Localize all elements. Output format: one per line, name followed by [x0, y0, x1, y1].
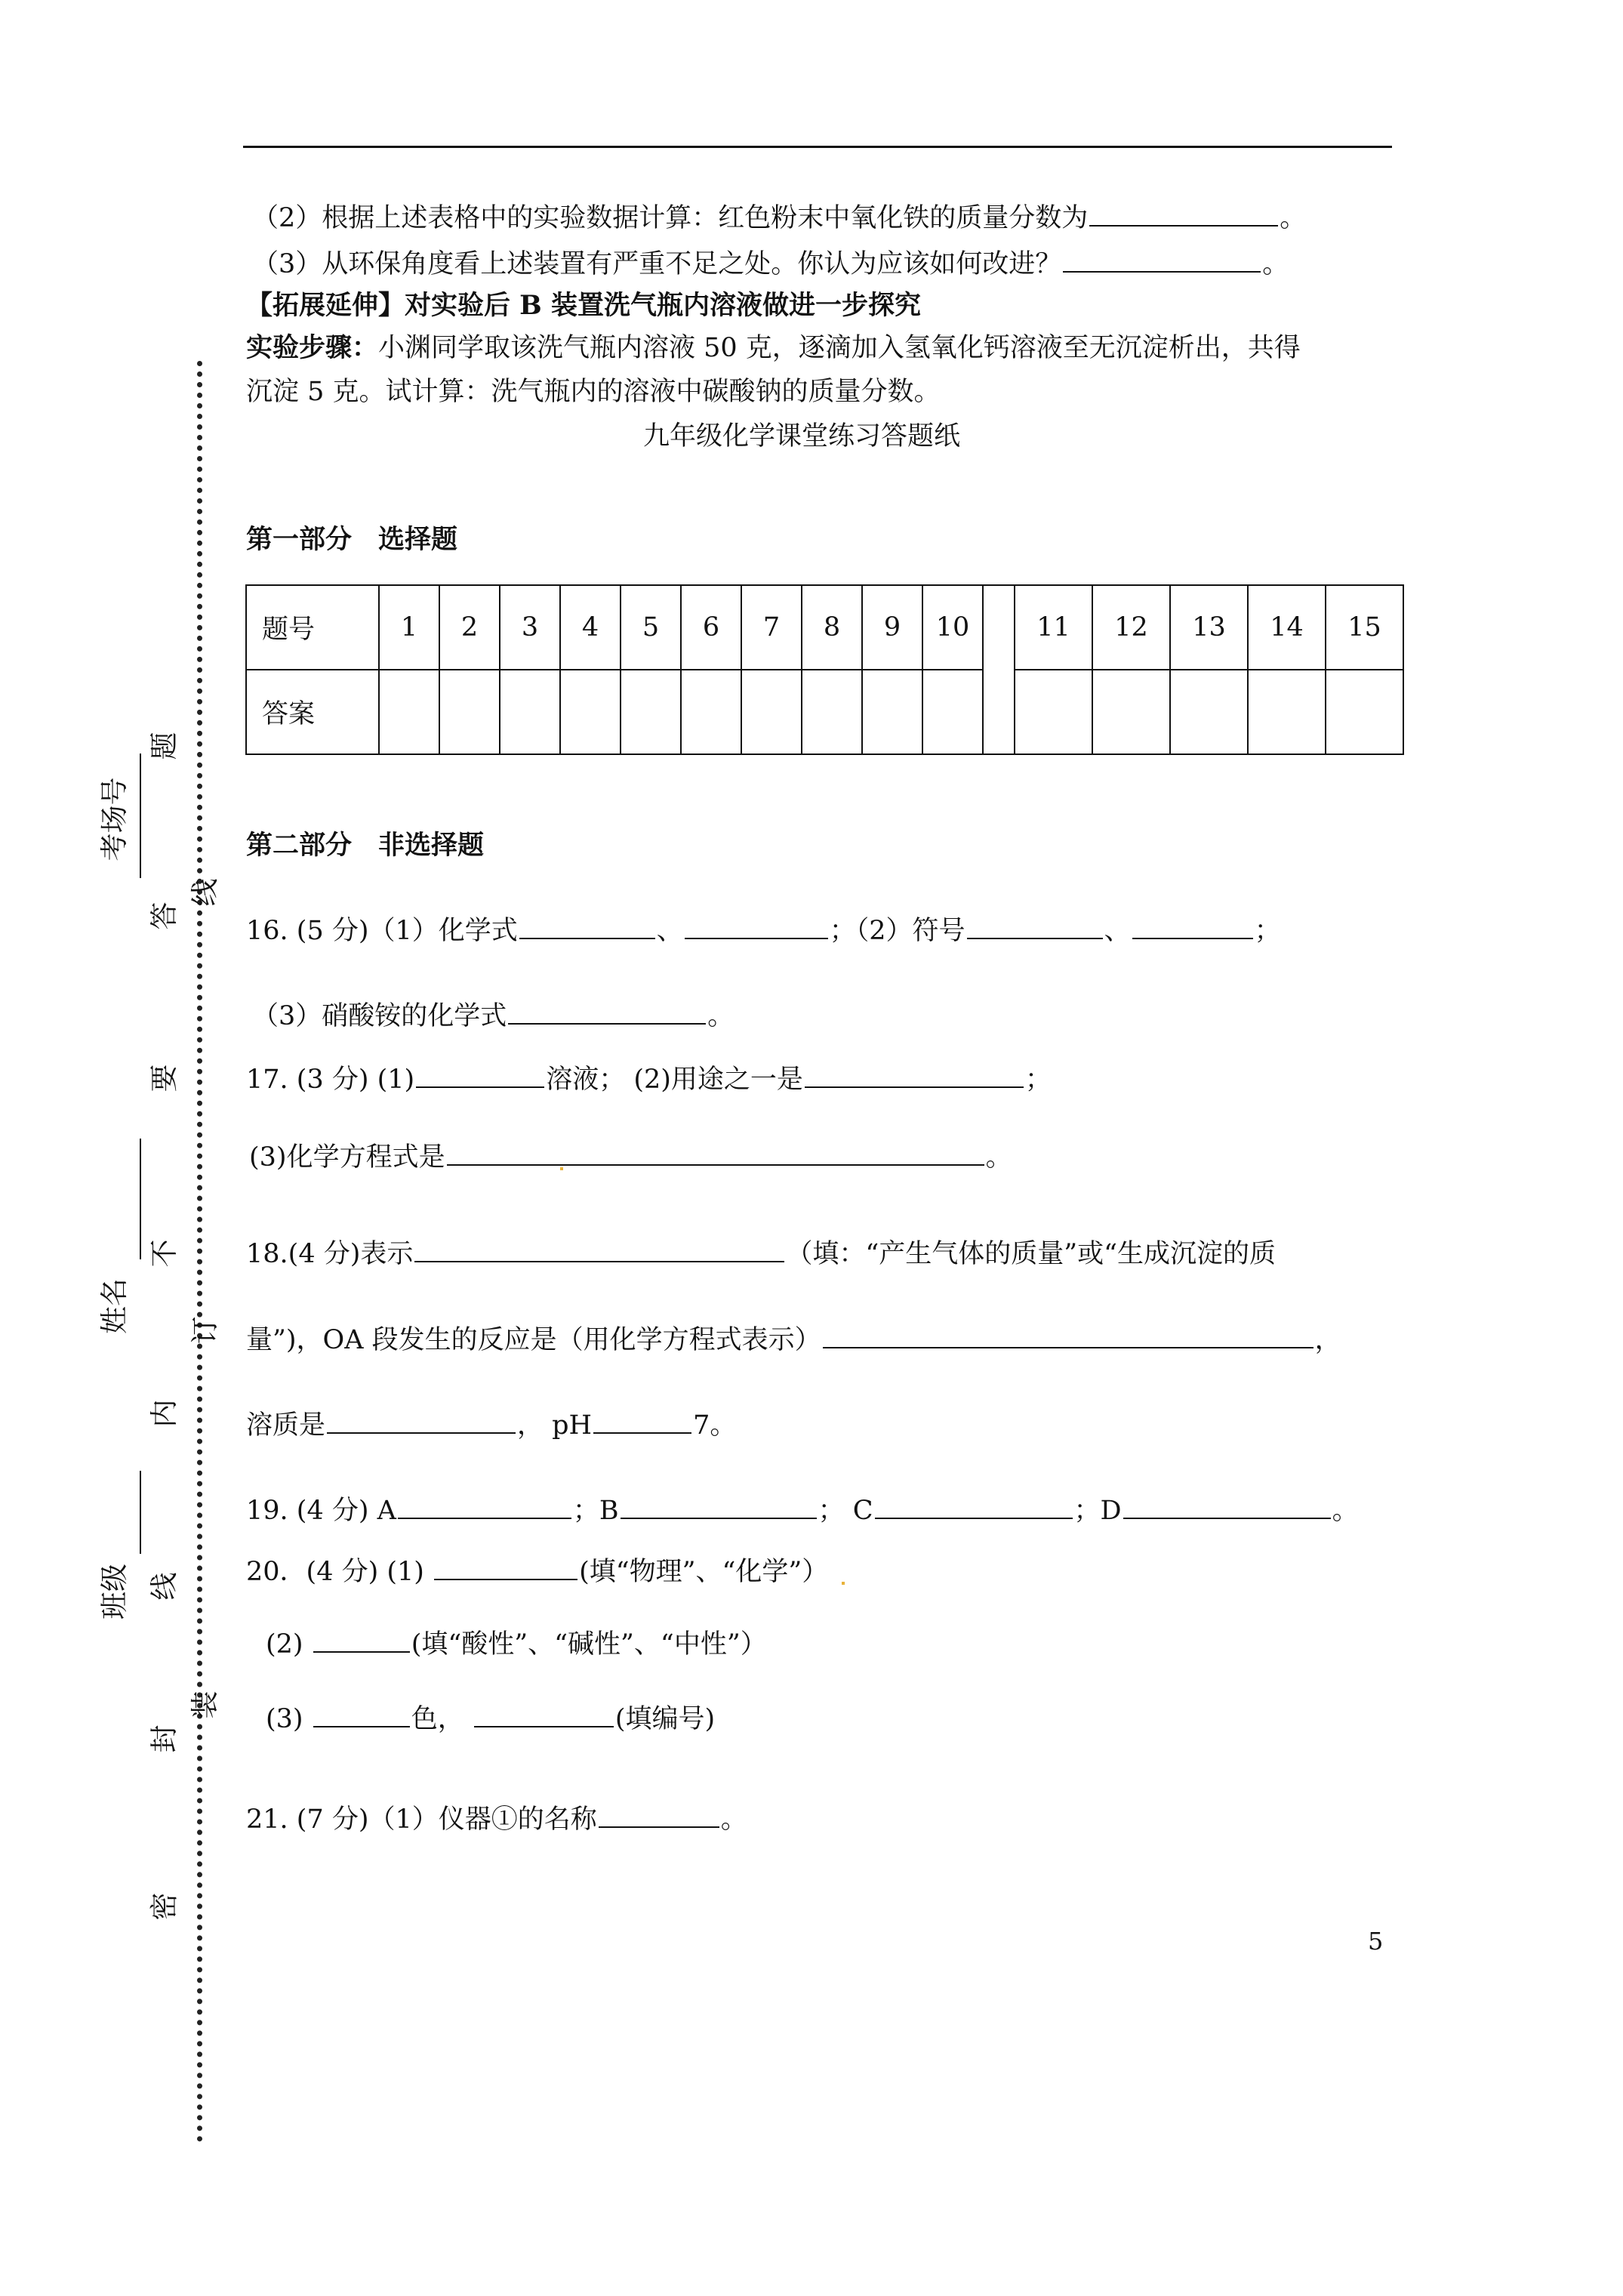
- margin-field-line[interactable]: [140, 1139, 141, 1259]
- answer-blank[interactable]: [508, 997, 706, 1025]
- table-row: [246, 585, 1403, 670]
- answer-blank[interactable]: [313, 1700, 410, 1727]
- question-number: 7: [741, 585, 802, 670]
- q20-line1: 20．(4 分) (1) (填“物理”、“化学”）: [246, 1553, 845, 1591]
- margin-label-class: 班级: [98, 1564, 131, 1620]
- choice-answer-table: [245, 584, 1404, 755]
- table-row: [246, 670, 1403, 754]
- margin-char: 装: [189, 1690, 221, 1719]
- margin-label-exam-room: 考场号: [98, 777, 131, 861]
- answer-blank[interactable]: [414, 1235, 784, 1262]
- answer-blank[interactable]: [447, 1139, 984, 1166]
- answer-blank[interactable]: [1063, 245, 1261, 273]
- q16-line2: （3）硝酸铵的化学式 。: [252, 997, 734, 1035]
- experiment-step-line2: 沉淀 5 克。试计算：洗气瓶内的溶液中碳酸钠的质量分数。: [246, 377, 941, 407]
- margin-char: 密: [148, 1892, 180, 1921]
- question-number: 10: [922, 585, 983, 670]
- answer-blank[interactable]: [1089, 199, 1278, 227]
- intro-q2: （2）根据上述表格中的实验数据计算：红色粉末中氧化铁的质量分数为 。: [252, 199, 1306, 237]
- part2-title: 第二部分 非选择题: [246, 830, 485, 861]
- margin-field-line[interactable]: [140, 754, 141, 878]
- q20-line2: (2) (填“酸性”、“碱性”、“中性”）: [266, 1626, 767, 1663]
- row-label-number: 题号: [246, 585, 379, 670]
- question-number: 14: [1248, 585, 1326, 670]
- q18-line2: 量”)，OA 段发生的反应是（用化学方程式表示） ，: [246, 1321, 1341, 1359]
- question-number: 13: [1170, 585, 1248, 670]
- margin-char: 订: [189, 1316, 221, 1345]
- answer-cell[interactable]: [560, 670, 621, 754]
- question-number: 9: [862, 585, 922, 670]
- answer-cell[interactable]: [681, 670, 741, 754]
- answer-cell[interactable]: [379, 670, 439, 754]
- answer-cell[interactable]: [1170, 670, 1248, 754]
- question-number: 4: [560, 585, 621, 670]
- answer-blank[interactable]: [685, 912, 828, 939]
- answer-cell[interactable]: [922, 670, 983, 754]
- experiment-step-line1: 实验步骤：小渊同学取该洗气瓶内溶液 50 克，逐滴加入氢氧化钙溶液至无沉淀析出，共得: [246, 332, 1301, 363]
- question-number: 12: [1092, 585, 1170, 670]
- answer-blank[interactable]: [823, 1321, 1313, 1348]
- binding-dotted-line: [197, 361, 202, 2143]
- header-rule: [243, 146, 1392, 148]
- row-label-answer: 答案: [246, 670, 379, 754]
- margin-char: 不: [148, 1239, 180, 1268]
- question-number: 1: [379, 585, 439, 670]
- margin-char: 题: [148, 732, 180, 760]
- question-number: 2: [439, 585, 500, 670]
- stray-mark: [560, 1167, 563, 1170]
- answer-cell[interactable]: [1092, 670, 1170, 754]
- answer-cell[interactable]: [741, 670, 802, 754]
- margin-char: 线: [148, 1572, 180, 1601]
- q18-line1: 18.(4 分)表示 （填：“产生气体的质量”或“生成沉淀的质: [246, 1235, 1276, 1273]
- answer-blank[interactable]: [599, 1801, 719, 1828]
- question-number: 8: [802, 585, 862, 670]
- sheet-title: 九年级化学课堂练习答题纸: [643, 421, 961, 451]
- extension-title: 【拓展延伸】对实验后 B 装置洗气瓶内溶液做进一步探究: [246, 290, 921, 321]
- margin-field-line[interactable]: [140, 1471, 141, 1554]
- answer-blank[interactable]: [1132, 912, 1253, 939]
- answer-cell[interactable]: [1015, 670, 1092, 754]
- margin-char: 要: [148, 1064, 180, 1093]
- intro-q3: （3）从环保角度看上述装置有严重不足之处。你认为应该如何改进？ 。: [252, 245, 1289, 283]
- answer-blank[interactable]: [967, 912, 1103, 939]
- answer-blank[interactable]: [434, 1553, 577, 1580]
- answer-blank[interactable]: [474, 1700, 614, 1727]
- q17-line2: (3)化学方程式是 。: [249, 1139, 1012, 1176]
- question-number: 11: [1015, 585, 1092, 670]
- answer-blank[interactable]: [398, 1492, 571, 1519]
- answer-blank[interactable]: [416, 1061, 544, 1088]
- q16-line1: 16. (5 分)（1）化学式 、 ；（2）符号 、 ；: [246, 912, 1281, 950]
- table-gap: [983, 585, 1015, 754]
- margin-char: 封: [148, 1724, 180, 1753]
- q21-line: 21. (7 分)（1）仪器①的名称 。: [246, 1801, 747, 1838]
- question-number: 6: [681, 585, 741, 670]
- part1-title: 第一部分 选择题: [246, 524, 458, 555]
- q19-line: 19. (4 分) A ；B ； C ；D 。: [246, 1492, 1359, 1530]
- answer-cell[interactable]: [862, 670, 922, 754]
- margin-char: 线: [189, 878, 221, 907]
- answer-cell[interactable]: [802, 670, 862, 754]
- answer-blank[interactable]: [313, 1626, 410, 1653]
- answer-cell[interactable]: [500, 670, 560, 754]
- question-number: 3: [500, 585, 560, 670]
- answer-blank[interactable]: [875, 1492, 1073, 1519]
- answer-blank[interactable]: [805, 1061, 1024, 1088]
- answer-blank[interactable]: [519, 912, 655, 939]
- answer-blank[interactable]: [621, 1492, 817, 1519]
- page-number: 5: [1368, 1927, 1384, 1955]
- margin-char: 内: [148, 1399, 180, 1428]
- margin-label-name: 姓名: [98, 1278, 131, 1334]
- question-number: 15: [1326, 585, 1403, 670]
- answer-cell[interactable]: [1248, 670, 1326, 754]
- answer-blank[interactable]: [327, 1407, 516, 1434]
- answer-blank[interactable]: [593, 1407, 691, 1434]
- answer-cell[interactable]: [1326, 670, 1403, 754]
- margin-char: 答: [148, 901, 180, 930]
- q20-line3: (3) 色， (填编号): [266, 1700, 715, 1738]
- q17-line1: 17. (3 分) (1) 溶液； (2)用途之一是 ；: [246, 1061, 1052, 1099]
- question-number: 5: [621, 585, 681, 670]
- stray-mark: [842, 1582, 845, 1585]
- answer-cell[interactable]: [439, 670, 500, 754]
- q18-line3: 溶质是 ， pH 7。: [246, 1407, 736, 1444]
- answer-cell[interactable]: [621, 670, 681, 754]
- answer-blank[interactable]: [1123, 1492, 1331, 1519]
